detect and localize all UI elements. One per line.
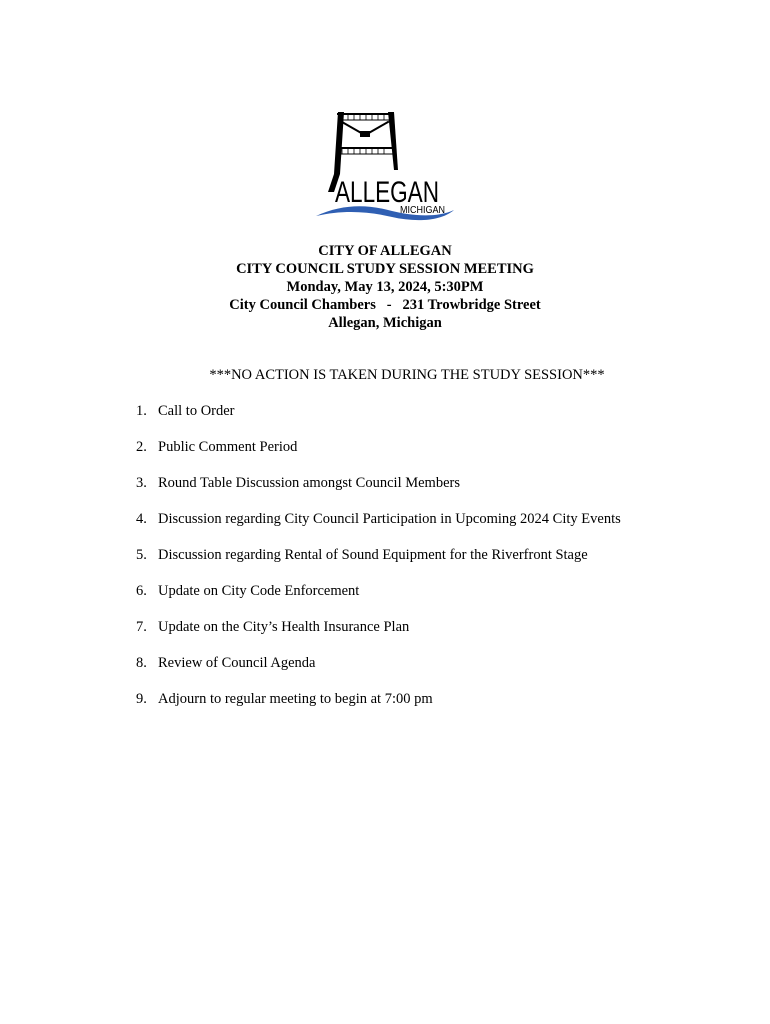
city-logo — [312, 108, 456, 226]
agenda-item-text: Discussion regarding Rental of Sound Equipment for the Riverfront Stage — [158, 547, 588, 563]
agenda-item-number: 2. — [136, 439, 147, 455]
heading-meeting-type: CITY COUNCIL STUDY SESSION MEETING — [236, 261, 534, 277]
agenda-list — [136, 402, 621, 726]
agenda-item — [136, 618, 621, 654]
agenda-item — [136, 690, 621, 726]
agenda-item-text: Review of Council Agenda — [158, 655, 316, 671]
agenda-item-text: Round Table Discussion amongst Council Members — [158, 475, 460, 491]
agenda-item-text: Update on City Code Enforcement — [158, 583, 360, 599]
agenda-item — [136, 438, 621, 474]
agenda-item-text: Public Comment Period — [158, 439, 298, 455]
agenda-item-text: Discussion regarding City Council Participation in Upcoming 2024 City Events — [158, 511, 621, 527]
agenda-item-text: Call to Order — [158, 403, 235, 419]
agenda-item-number: 3. — [136, 475, 147, 491]
agenda-item — [136, 582, 621, 618]
agenda-item — [136, 546, 621, 582]
heading-location: City Council Chambers - 231 Trowbridge Street — [229, 297, 541, 313]
agenda-item-number: 5. — [136, 547, 147, 563]
agenda-item-number: 7. — [136, 619, 147, 635]
agenda-item-number: 4. — [136, 511, 147, 527]
heading-city-state: Allegan, Michigan — [328, 315, 442, 331]
agenda-item-number: 8. — [136, 655, 147, 671]
agenda-item — [136, 474, 621, 510]
agenda-item-text: Update on the City’s Health Insurance Plan — [158, 619, 410, 635]
heading-date: Monday, May 13, 2024, 5:30PM — [286, 279, 484, 295]
agenda-item-text: Adjourn to regular meeting to begin at 7:00 pm — [158, 691, 433, 707]
logo-wordmark: ALLEGAN — [335, 176, 439, 209]
agenda-item-number: 6. — [136, 583, 147, 599]
logo-state: MICHIGAN — [400, 204, 445, 216]
heading-city: CITY OF ALLEGAN — [318, 243, 452, 259]
bridge-logo-icon — [312, 108, 456, 226]
agenda-item-number: 1. — [136, 403, 147, 419]
agenda-item — [136, 654, 621, 690]
meeting-heading — [0, 242, 770, 332]
agenda-item — [136, 510, 621, 546]
agenda-item-number: 9. — [136, 691, 147, 707]
agenda-item — [136, 402, 621, 438]
no-action-notice: ***NO ACTION IS TAKEN DURING THE STUDY SESSION*** — [209, 367, 605, 383]
